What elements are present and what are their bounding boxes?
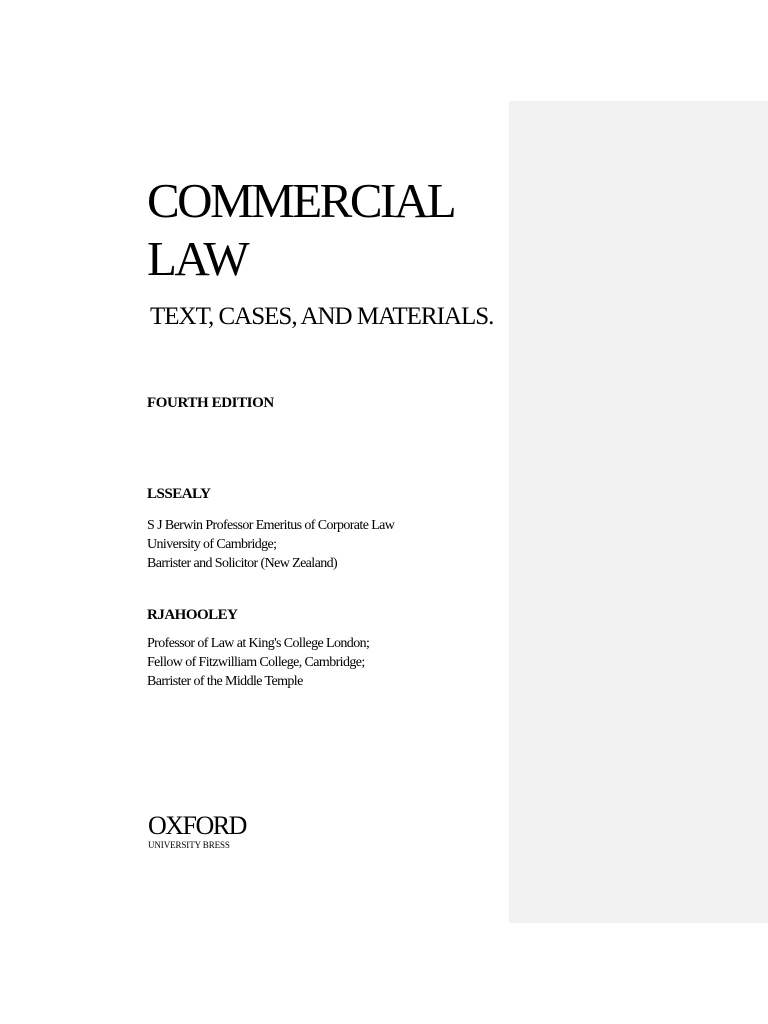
book-title-line-1: COMMERCIAL bbox=[147, 173, 455, 228]
author-affiliation-1 bbox=[147, 516, 394, 573]
side-panel bbox=[509, 101, 768, 923]
publisher-subname: UNIVERSITY BRESS bbox=[148, 840, 230, 850]
publisher-name: OXFORD bbox=[148, 811, 246, 840]
edition-label: FOURTH EDITION bbox=[147, 395, 274, 411]
affiliation-line: S J Berwin Professor Emeritus of Corporate Law bbox=[147, 518, 395, 533]
affiliation-line: University of Cambridge; bbox=[147, 537, 277, 552]
affiliation-line: Barrister and Solicitor (New Zealand) bbox=[147, 556, 338, 571]
author-name-2: RJAHOOLEY bbox=[147, 607, 238, 623]
book-title bbox=[147, 172, 454, 288]
book-title-line-2: LAW bbox=[147, 231, 248, 286]
book-subtitle: TEXT, CASES, AND MATERIALS. bbox=[150, 303, 494, 330]
title-page bbox=[147, 0, 507, 1024]
affiliation-line: Fellow of Fitzwilliam College, Cambridge; bbox=[147, 655, 365, 670]
author-name-1: LSSEALY bbox=[147, 486, 211, 502]
affiliation-line: Barrister of the Middle Temple bbox=[147, 674, 303, 689]
author-affiliation-2 bbox=[147, 634, 369, 691]
affiliation-line: Professor of Law at King's College London; bbox=[147, 636, 370, 651]
